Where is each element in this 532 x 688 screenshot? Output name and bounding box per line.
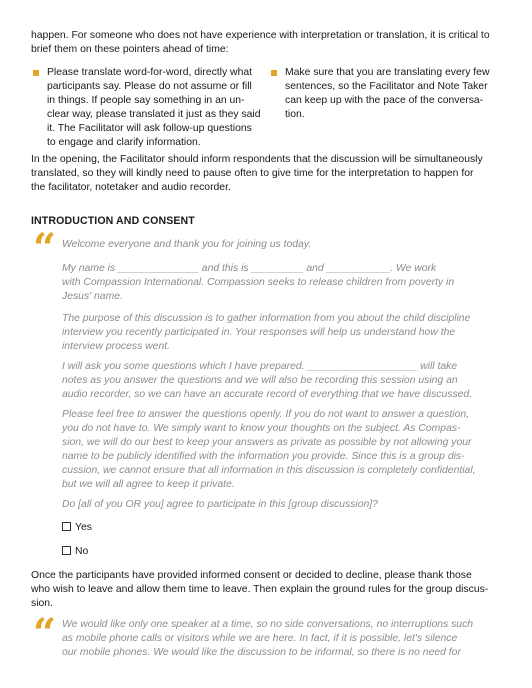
- quote-name-paragraph: [62, 262, 510, 304]
- text-line: Jesus' name.: [62, 291, 123, 302]
- intro-paragraph: [31, 29, 501, 57]
- text-line: interview you recently participated in. Your responses will help us understand how the: [62, 327, 456, 338]
- text-line: translated, so they will kindly need to pause often to give time for the interpretation to happen for: [31, 168, 474, 179]
- text-line: In the opening, the Facilitator should inform respondents that the discussion will be simultaneously: [31, 154, 483, 165]
- opening-paragraph: [31, 153, 501, 195]
- text-line: Please translate word-for-word, directly what: [47, 67, 253, 78]
- text-line: happen. For someone who does not have experience with interpretation or translation, it is critical to: [31, 30, 490, 41]
- text-line: clear way, please translated it just as they said: [47, 109, 261, 120]
- text-line: with Compassion International. Compassion seeks to release children from poverty in: [62, 277, 455, 288]
- text-line: sion, we will do our best to keep your answers as private as possible by not allowing your: [62, 437, 472, 448]
- text-line: our mobile phones. We would like the discussion to be informal, so there is no need for: [62, 647, 461, 658]
- text-line: name to be publicly identified with the information you provide. Since this is a group dis-: [62, 451, 465, 462]
- quote-ground-rules: [62, 618, 510, 660]
- bullet-square-icon: [271, 70, 277, 76]
- text-line: Please feel free to answer the questions openly. If you do not want to answer a question,: [62, 409, 470, 420]
- quote-privacy-paragraph: [62, 408, 510, 492]
- option-no-label: No: [75, 546, 89, 557]
- text-line: who wish to leave and allow them time to leave. Then explain the ground rules for the group discus-: [31, 584, 489, 595]
- quote-welcome: Welcome everyone and thank you for joining us today.: [62, 239, 312, 250]
- bullet-square-icon: [33, 70, 39, 76]
- text-line: The purpose of this discussion is to gather information from you about the child discipline: [62, 313, 471, 324]
- text-line: in things. If people say something in an un-: [47, 95, 245, 106]
- consent-question: Do [all of you OR you] agree to participate in this [group discussion]?: [62, 499, 378, 510]
- text-line: audio recorder, so we can have an accurate record of everything that we have discussed.: [62, 389, 473, 400]
- text-line: participants say. Please do not assume or fill: [47, 81, 252, 92]
- section-heading: INTRODUCTION AND CONSENT: [31, 215, 195, 227]
- checkbox-icon[interactable]: [62, 522, 71, 531]
- option-yes-label: Yes: [75, 522, 92, 533]
- after-consent-paragraph: [31, 569, 501, 611]
- text-line: I will ask you some questions which I have prepared. ___________________ will take: [62, 361, 458, 372]
- bullet-text: [285, 66, 505, 122]
- text-line: you do not have to. We simply want to know your thoughts on the subject. As Compas-: [62, 423, 461, 434]
- text-line: My name is ______________ and this is _________ and ___________. We work: [62, 263, 437, 274]
- text-line: the facilitator, notetaker and audio recorder.: [31, 182, 231, 193]
- text-line: sion.: [31, 598, 53, 609]
- text-line: can keep up with the pace of the conversa-: [285, 95, 484, 106]
- text-line: it. The Facilitator will ask follow-up questions: [47, 123, 252, 134]
- text-line: as mobile phone calls or visitors while we are here. In fact, if it is possible, let's silence: [62, 633, 458, 644]
- text-line: interview process went.: [62, 341, 170, 352]
- text-line: We would like only one speaker at a time, so no side conversations, no interruptions such: [62, 619, 474, 630]
- quote-mark-icon: “: [33, 610, 57, 657]
- text-line: brief them on these pointers ahead of time:: [31, 44, 229, 55]
- quote-questions-paragraph: [62, 360, 510, 402]
- option-yes[interactable]: [62, 521, 92, 535]
- bullet-text: [47, 66, 267, 150]
- text-line: sentences, so the Facilitator and Note Taker: [285, 81, 488, 92]
- text-line: cussion, we cannot ensure that all information in this discussion is completely confidential,: [62, 465, 476, 476]
- text-line: Once the participants have provided informed consent or decided to decline, please thank those: [31, 570, 472, 581]
- text-line: notes as you answer the questions and we will also be recording this session using an: [62, 375, 458, 386]
- text-line: Make sure that you are translating every few: [285, 67, 490, 78]
- quote-purpose-paragraph: [62, 312, 510, 354]
- quote-mark-icon: “: [33, 225, 57, 272]
- checkbox-icon[interactable]: [62, 546, 71, 555]
- text-line: to engage and clarify information.: [47, 137, 201, 148]
- option-no[interactable]: [62, 545, 88, 559]
- text-line: but we will all agree to keep it private.: [62, 479, 235, 490]
- text-line: tion.: [285, 109, 305, 120]
